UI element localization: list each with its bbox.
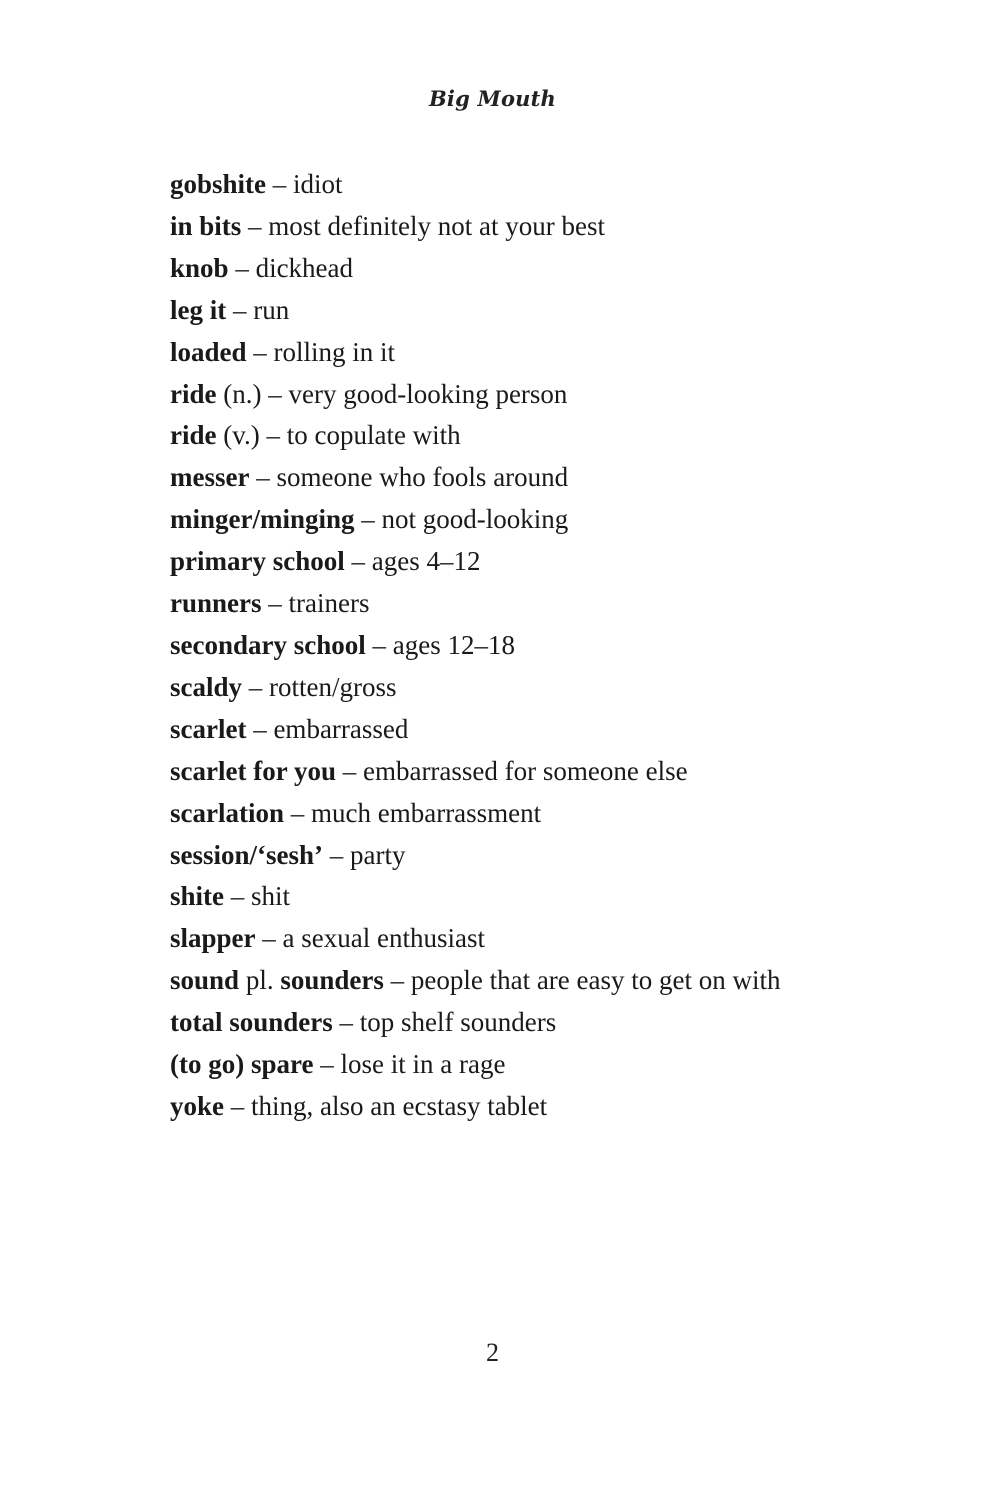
glossary-entry [170, 374, 810, 416]
glossary-term: total sounders [170, 1007, 333, 1038]
glossary-definition: – trainers [261, 588, 370, 619]
glossary-definition: – much embarrassment [284, 797, 542, 828]
glossary-entry [170, 164, 810, 206]
glossary-term: gobshite [170, 169, 267, 199]
glossary-term: slapper [170, 923, 256, 954]
glossary-definition: – thing, also an ecstasy tablet [224, 1090, 548, 1121]
running-head: Big Mouth [428, 86, 556, 111]
glossary-definition: – a sexual enthusiast [255, 923, 485, 954]
glossary-term: scarlet [170, 713, 247, 744]
glossary-definition: – run [226, 294, 290, 325]
glossary-term: scarlation [170, 797, 284, 828]
glossary-entry [170, 960, 810, 1002]
glossary-definition: – most definitely not at your best [241, 210, 605, 241]
glossary-definition: (v.) – to copulate with [216, 420, 461, 451]
glossary-definition: – people that are easy to get on with [383, 965, 781, 996]
glossary-entry [170, 248, 810, 290]
glossary-term: runners [170, 588, 262, 619]
glossary-term: yoke [170, 1090, 224, 1121]
glossary-term: knob [170, 252, 229, 283]
glossary-definition: – embarrassed [246, 713, 409, 744]
glossary-entry [170, 793, 810, 835]
glossary-entry [170, 1086, 810, 1128]
glossary-term: ride [170, 420, 217, 451]
glossary-entry [170, 206, 810, 248]
glossary-term: messer [170, 462, 250, 493]
glossary-entry [170, 290, 810, 332]
glossary-entry [170, 709, 810, 751]
glossary-entry [170, 625, 810, 667]
glossary-entry [170, 541, 810, 583]
glossary-definition: – rolling in it [246, 336, 396, 367]
glossary-term: in bits [170, 210, 242, 241]
glossary-definition: – top shelf sounders [332, 1007, 557, 1038]
glossary-term: (to go) spare [170, 1049, 314, 1080]
glossary-definition: – rotten/gross [242, 671, 397, 702]
glossary-definition: – ages 4–12 [344, 546, 481, 577]
glossary-definition: – idiot [266, 169, 343, 199]
glossary-definition: (n.) – very good-looking person [216, 378, 568, 409]
glossary-term: secondary school [170, 629, 366, 660]
glossary-entry [170, 1002, 810, 1044]
glossary-term: loaded [170, 336, 247, 367]
glossary-entry [170, 876, 810, 918]
glossary-term: ride [170, 378, 217, 409]
glossary-definition: – embarrassed for someone else [335, 755, 688, 786]
glossary-definition: – someone who fools around [249, 462, 569, 493]
glossary-definition: – ages 12–18 [365, 629, 515, 660]
glossary-term: primary school [170, 546, 345, 577]
glossary-term: session/‘sesh’ [170, 839, 324, 870]
page-number: 2 [486, 1338, 499, 1367]
glossary-definition: – shit [224, 881, 291, 912]
glossary-entry [170, 667, 810, 709]
glossary-entry [170, 457, 810, 499]
glossary-definition: – not good-looking [354, 504, 569, 535]
glossary-term: leg it [170, 294, 227, 325]
glossary-entry [170, 1044, 810, 1086]
glossary-term: shite [170, 881, 224, 912]
glossary-term: scarlet for you [170, 755, 336, 786]
glossary-term: sound [170, 965, 240, 996]
glossary-list [170, 164, 810, 1128]
glossary-term: sounders [280, 965, 384, 996]
glossary-term: minger/minging [170, 504, 355, 535]
glossary-entry [170, 583, 810, 625]
glossary-definition: pl. [239, 965, 281, 996]
glossary-entry [170, 918, 810, 960]
glossary-definition: – party [323, 839, 406, 870]
glossary-entry [170, 415, 810, 457]
glossary-definition: – lose it in a rage [313, 1049, 506, 1080]
glossary-entry [170, 332, 810, 374]
glossary-term: scaldy [170, 671, 243, 702]
glossary-entry [170, 835, 810, 877]
glossary-definition: – dickhead [228, 252, 354, 283]
glossary-entry [170, 751, 810, 793]
glossary-entry [170, 499, 810, 541]
